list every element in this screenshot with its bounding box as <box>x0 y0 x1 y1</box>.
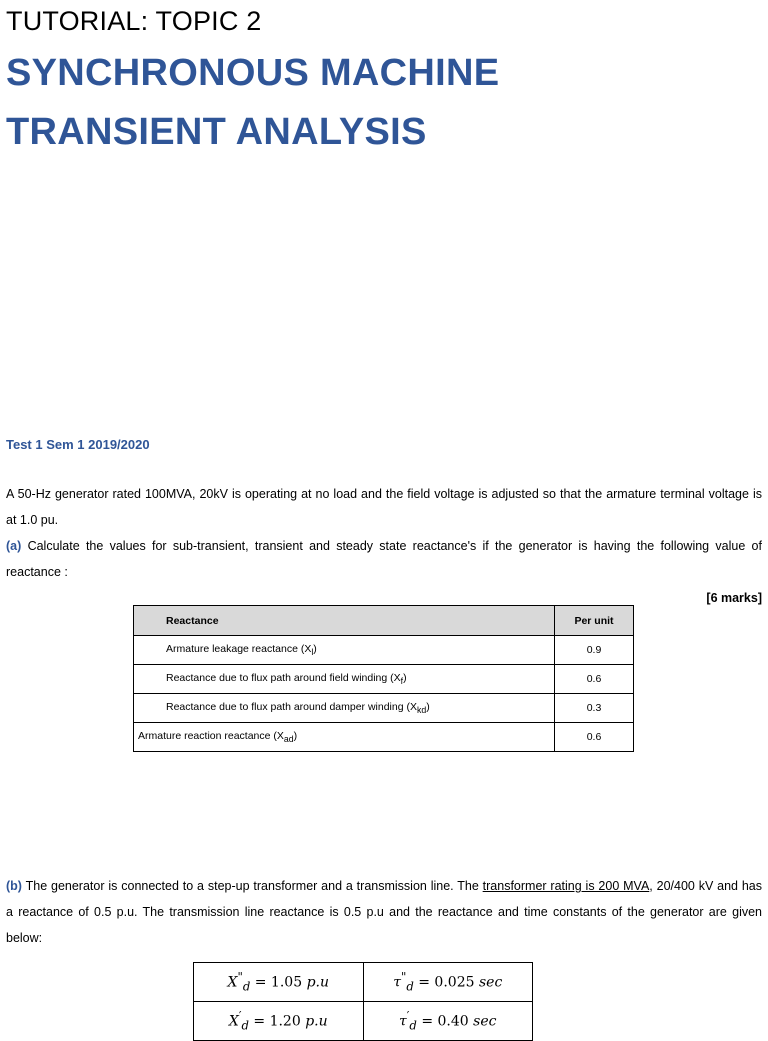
time-constant-formula: $\tau'_d = 0.40$ sec <box>363 1002 533 1041</box>
page-title-line-1: SYNCHRONOUS MACHINE <box>6 52 500 94</box>
part-a-text: Calculate the values for sub-transient, transient and steady state reactance's if the generator is having the following value of reactance : <box>6 539 762 579</box>
table-row <box>134 665 634 694</box>
reactance-name: Armature reaction reactance $(X_{ad})$ <box>134 723 555 752</box>
marks-label: [6 marks] <box>706 591 762 605</box>
reactance-formula: $X'_d = 1.20$ p.u <box>194 1002 364 1041</box>
reactance-table <box>133 605 634 752</box>
table-row <box>194 963 533 1002</box>
reactance-value: 0.3 <box>555 694 634 723</box>
reactance-name: Reactance due to flux path around damper winding $(X_{kd})$ <box>134 694 555 723</box>
table-row <box>134 636 634 665</box>
part-b-text-before: The generator is connected to a step-up transformer and a transmission line. The <box>25 879 483 893</box>
reactance-value: 0.9 <box>555 636 634 665</box>
part-b-text-after: , 20/400 kV and has a reactance of 0.5 p.u. The transmission line reactance is 0.5 p.u and the reactance and time constants of the generator are given below: <box>6 879 763 945</box>
reactance-formula: $X^"_d = 1.05$ p.u <box>194 963 364 1002</box>
intro-paragraph: A 50-Hz generator rated 100MVA, 20kV is operating at no load and the field voltage is adjusted so that the armature terminal voltage is at 1.0 pu. <box>6 487 762 527</box>
page-title-line-2: TRANSIENT ANALYSIS <box>6 111 427 153</box>
tutorial-kicker: TUTORIAL: TOPIC 2 <box>6 6 262 36</box>
reactance-name: Reactance due to flux path around field winding $(X_f)$ <box>134 665 555 694</box>
table-row <box>194 1002 533 1041</box>
reactance-value: 0.6 <box>555 723 634 752</box>
part-a-paragraph <box>6 533 762 585</box>
header-per-unit: Per unit <box>555 606 634 636</box>
generator-constants-table <box>193 962 533 1041</box>
test-heading: Test 1 Sem 1 2019/2020 <box>6 437 150 452</box>
time-constant-formula: $\tau^"_d = 0.025$ sec <box>363 963 533 1002</box>
reactance-name: Armature leakage reactance $(X_l)$ <box>134 636 555 665</box>
part-b-label: (b) <box>6 879 22 893</box>
part-b-underlined: transformer rating is 200 MVA <box>482 879 650 893</box>
reactance-value: 0.6 <box>555 665 634 694</box>
part-b-paragraph <box>6 873 762 951</box>
part-a-label: (a) <box>6 539 22 553</box>
header-reactance: Reactance <box>134 606 555 636</box>
table-row <box>134 694 634 723</box>
table-row <box>134 723 634 752</box>
table-header-row <box>134 606 634 636</box>
